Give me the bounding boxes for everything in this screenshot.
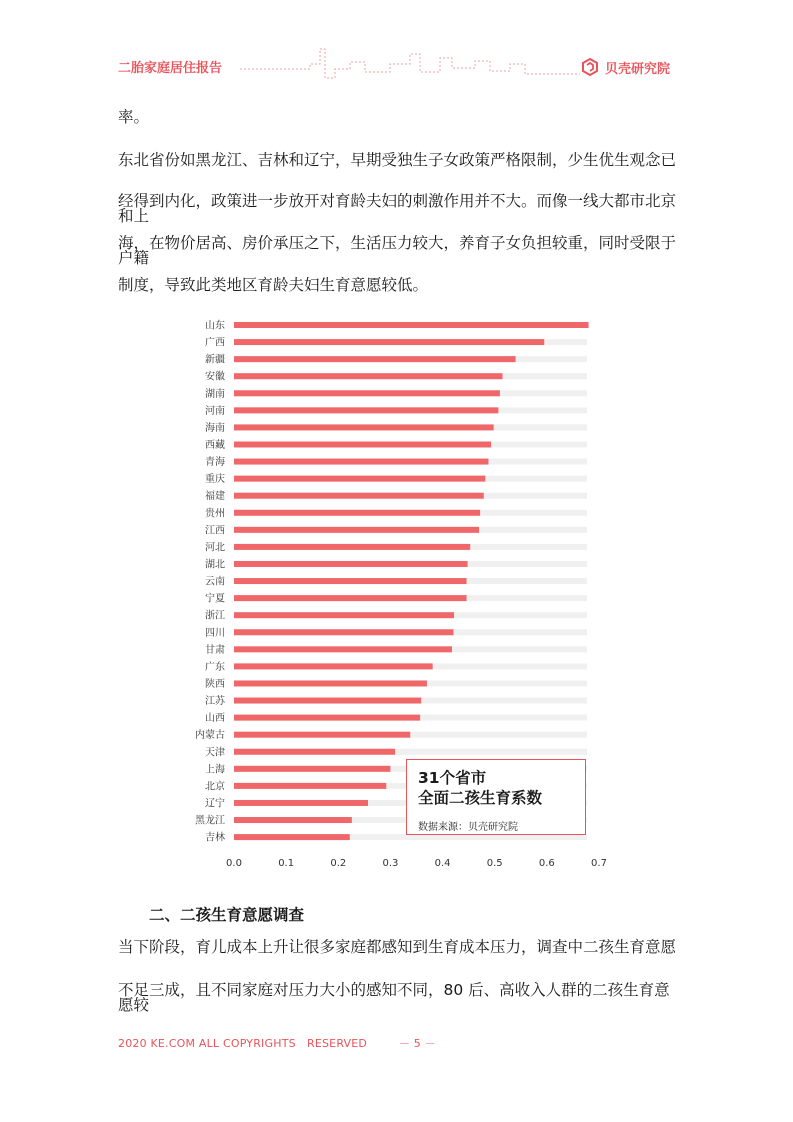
chart-title-line-1: 31个省市 <box>418 769 487 787</box>
bar-广西 <box>234 339 544 345</box>
category-label: 山西 <box>205 713 225 725</box>
paragraph-3-line-1: 当下阶段，育儿成本上升让很多家庭都感知到生育成本压力，调查中二孩生育意愿 <box>118 938 677 956</box>
category-label: 云南 <box>205 576 225 588</box>
bar-湖南 <box>234 390 500 396</box>
bar-贵州 <box>234 510 480 516</box>
bar-江西 <box>234 527 479 533</box>
bar-重庆 <box>234 476 485 482</box>
category-label: 湖北 <box>205 559 225 571</box>
category-label: 湖南 <box>205 388 225 400</box>
category-label: 四川 <box>205 627 225 639</box>
paragraph-2-line-4: 制度，导致此类地区育龄夫妇生育意愿较低。 <box>118 276 429 294</box>
bar-上海 <box>234 766 390 772</box>
category-label: 重庆 <box>205 474 225 486</box>
chart-source: 数据来源：贝壳研究院 <box>418 822 518 833</box>
category-label: 浙江 <box>205 610 225 622</box>
category-label: 福建 <box>205 491 225 503</box>
category-label: 广东 <box>205 661 225 673</box>
category-label: 宁夏 <box>205 593 225 605</box>
x-tick-label: 0.4 <box>434 858 451 869</box>
chart-title <box>418 768 588 808</box>
category-label: 上海 <box>205 764 225 776</box>
bar-河北 <box>234 544 470 550</box>
bar-安徽 <box>234 373 503 379</box>
bar-新疆 <box>234 356 516 362</box>
category-label: 江苏 <box>205 696 225 708</box>
bar-西藏 <box>234 441 491 447</box>
category-label: 安徽 <box>205 371 225 383</box>
bar-陕西 <box>234 680 427 686</box>
bar-广东 <box>234 663 433 669</box>
category-label: 黑龙江 <box>195 815 225 827</box>
bar-湖北 <box>234 561 468 567</box>
x-tick-label: 0.6 <box>538 858 555 869</box>
category-label: 山东 <box>205 320 225 332</box>
chart-title-line-2: 全面二孩生育系数 <box>418 789 543 807</box>
category-label: 吉林 <box>205 832 225 844</box>
category-label: 贵州 <box>205 508 225 520</box>
category-label: 天津 <box>205 747 225 759</box>
bar-云南 <box>234 578 467 584</box>
bar-天津 <box>234 749 395 755</box>
bar-河南 <box>234 407 498 413</box>
bar-宁夏 <box>234 595 467 601</box>
x-tick-label: 0.1 <box>278 858 295 869</box>
chart-legend-box <box>406 759 586 835</box>
page-number: － 5 － <box>398 1037 436 1050</box>
category-label: 青海 <box>205 457 225 469</box>
category-label: 辽宁 <box>205 798 225 810</box>
category-label: 西藏 <box>205 439 225 451</box>
paragraph-3-line-2: 不足三成，且不同家庭对压力大小的感知不同，80 后、高收入人群的二孩生育意愿较 <box>118 981 670 1014</box>
category-label: 陕西 <box>205 678 225 690</box>
x-tick-label: 0.3 <box>382 858 399 869</box>
x-tick-label: 0.5 <box>486 858 503 869</box>
bar-山西 <box>234 715 420 721</box>
bar-四川 <box>234 629 454 635</box>
x-tick-label: 0.7 <box>591 858 607 869</box>
bar-山东 <box>234 322 589 328</box>
bar-辽宁 <box>234 800 368 806</box>
header-title: 二胎家庭居住报告 <box>118 61 223 76</box>
paragraph-2-line-3: 海，在物价居高、房价承压之下，生活压力较大，养育子女负担较重，同时受限于户籍 <box>118 234 677 267</box>
category-label: 甘肃 <box>205 644 225 656</box>
x-tick-label: 0.2 <box>330 858 347 869</box>
category-label: 海南 <box>205 422 225 434</box>
category-label: 新疆 <box>205 354 225 366</box>
logo-text: 贝壳研究院 <box>605 61 671 77</box>
category-label: 北京 <box>205 781 225 793</box>
bar-江苏 <box>234 698 421 704</box>
bar-吉林 <box>234 834 350 840</box>
bar-内蒙古 <box>234 732 410 738</box>
category-label: 河北 <box>205 542 225 554</box>
bar-海南 <box>234 424 494 430</box>
category-label: 江西 <box>205 525 225 537</box>
paragraph-2-line-1: 东北省份如黑龙江、吉林和辽宁，早期受独生子女政策严格限制，少生优生观念已 <box>118 151 677 169</box>
bar-福建 <box>234 493 484 499</box>
page-footer <box>118 1035 436 1051</box>
category-label: 河南 <box>205 405 225 417</box>
bar-北京 <box>234 783 386 789</box>
footer-copyright: 2020 KE.COM ALL COPYRIGHTS RESERVED <box>118 1037 368 1050</box>
bar-青海 <box>234 459 488 465</box>
bar-黑龙江 <box>234 817 352 823</box>
category-label: 内蒙古 <box>195 730 225 742</box>
x-tick-label: 0.0 <box>226 858 242 869</box>
paragraph-2-line-2: 经得到内化，政策进一步放开对育龄夫妇的刺激作用并不大。而像一线大都市北京和上 <box>118 192 677 225</box>
category-label: 广西 <box>205 337 225 349</box>
bar-浙江 <box>234 612 454 618</box>
section-title: 二、二孩生育意愿调查 <box>149 906 305 924</box>
bar-甘肃 <box>234 646 452 652</box>
paragraph-1: 率。 <box>118 108 150 126</box>
